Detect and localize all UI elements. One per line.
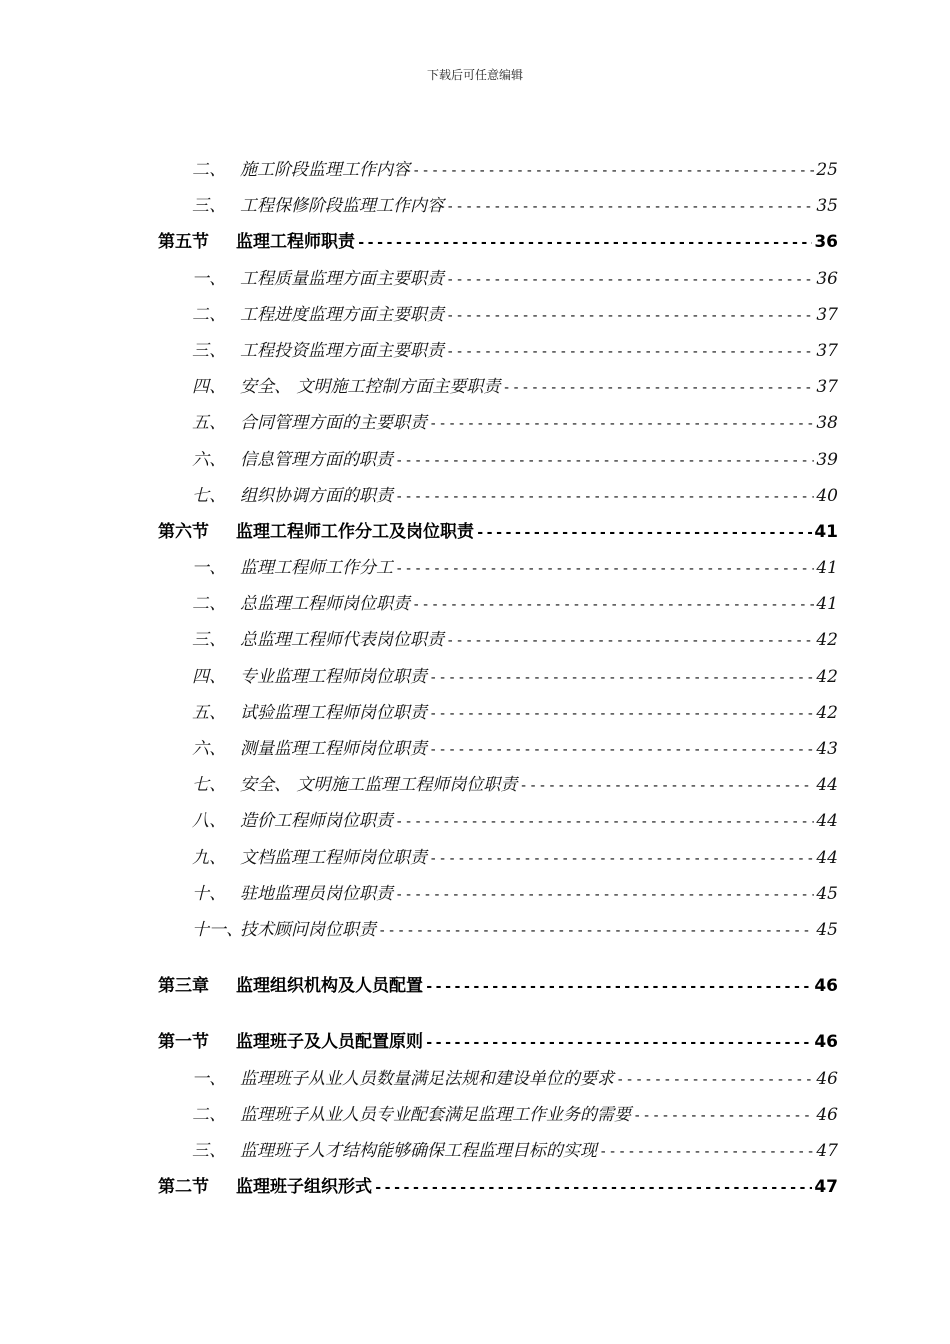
toc-entry-title: 合同管理方面的主要职责 — [240, 413, 427, 434]
toc-item-entry[interactable] — [158, 1133, 838, 1169]
toc-dash-leader — [616, 1062, 814, 1097]
toc-item-entry[interactable] — [158, 1061, 838, 1097]
toc-entry-title: 组织协调方面的职责 — [240, 485, 393, 506]
toc-dash-leader — [357, 225, 812, 260]
toc-entry-page-number: 42 — [816, 666, 838, 687]
toc-entry-number: 五、 — [192, 702, 226, 723]
toc-entry-number: 三、 — [192, 630, 226, 651]
toc-entry-title: 监理组织机构及人员配置 — [236, 976, 423, 997]
toc-dash-leader — [429, 696, 814, 731]
toc-entry-page-number: 41 — [816, 594, 838, 615]
toc-entry-number: 六、 — [192, 449, 226, 470]
toc-entry-number: 二、 — [192, 304, 226, 325]
toc-item-entry[interactable] — [158, 659, 838, 695]
toc-item-entry[interactable] — [158, 695, 838, 731]
toc-section-entry[interactable] — [158, 1024, 838, 1060]
toc-entry-number: 第六节 — [158, 521, 209, 542]
toc-entry-number: 第三章 — [158, 976, 209, 997]
toc-dash-leader — [429, 406, 814, 441]
toc-entry-page-number: 36 — [814, 232, 838, 253]
toc-item-entry[interactable] — [158, 586, 838, 622]
toc-gap — [158, 948, 838, 968]
toc-item-entry[interactable] — [158, 405, 838, 441]
toc-entry-title: 工程进度监理方面主要职责 — [240, 304, 444, 325]
toc-item-entry[interactable] — [158, 369, 838, 405]
toc-entry-number: 一、 — [192, 558, 226, 579]
toc-dash-leader — [599, 1134, 814, 1169]
toc-entry-title: 监理工程师工作分工 — [240, 558, 393, 579]
toc-entry-number: 第二节 — [158, 1177, 209, 1198]
toc-entry-page-number: 25 — [816, 160, 838, 180]
toc-dash-leader — [412, 587, 814, 622]
toc-item-entry[interactable] — [158, 550, 838, 586]
toc-item-entry[interactable] — [158, 297, 838, 333]
toc-dash-leader — [395, 804, 814, 839]
toc-entry-number: 四、 — [192, 377, 226, 398]
toc-entry-title: 造价工程师岗位职责 — [240, 811, 393, 832]
toc-entry-page-number: 44 — [816, 775, 838, 796]
toc-entry-title: 监理工程师职责 — [236, 232, 355, 253]
toc-section-entry[interactable] — [158, 1169, 838, 1205]
toc-entry-number: 四、 — [192, 666, 226, 687]
toc-dash-leader — [633, 1098, 814, 1133]
toc-entry-title: 驻地监理员岗位职责 — [240, 883, 393, 904]
toc-entry-number: 七、 — [192, 485, 226, 506]
toc-entry-title: 监理班子人才结构能够确保工程监理目标的实现 — [240, 1140, 597, 1161]
toc-entry-page-number: 36 — [816, 268, 838, 289]
toc-entry-title: 信息管理方面的职责 — [240, 449, 393, 470]
toc-gap — [158, 1004, 838, 1024]
toc-entry-number: 十一、 — [192, 919, 243, 940]
toc-dash-leader — [429, 841, 814, 876]
toc-dash-leader — [476, 515, 812, 550]
toc-item-entry[interactable] — [158, 261, 838, 297]
toc-entry-title: 监理工程师工作分工及岗位职责 — [236, 521, 474, 542]
toc-entry-page-number: 45 — [816, 919, 838, 940]
toc-item-entry[interactable] — [158, 912, 838, 948]
toc-entry-page-number: 46 — [814, 1032, 838, 1053]
toc-entry-page-number: 46 — [816, 1068, 838, 1089]
toc-entry-number: 九、 — [192, 847, 226, 868]
toc-entry-title: 监理班子从业人员数量满足法规和建设单位的要求 — [240, 1068, 614, 1089]
toc-entry-title: 测量监理工程师岗位职责 — [240, 739, 427, 759]
toc-entry-number: 六、 — [192, 739, 226, 759]
toc-item-entry[interactable] — [158, 876, 838, 912]
toc-entry-number: 七、 — [192, 775, 226, 796]
toc-dash-leader — [425, 969, 812, 1004]
toc-entry-page-number: 37 — [816, 377, 838, 398]
toc-dash-leader — [374, 1170, 812, 1205]
toc-entry-number: 一、 — [192, 1068, 226, 1089]
toc-entry-page-number: 47 — [814, 1177, 838, 1198]
toc-entry-number: 一、 — [192, 268, 226, 289]
toc-entry-number: 五、 — [192, 413, 226, 434]
toc-entry-page-number: 46 — [816, 1104, 838, 1125]
toc-item-entry[interactable] — [158, 767, 838, 803]
toc-entry-number: 三、 — [192, 1140, 226, 1161]
toc-entry-title: 总监理工程师岗位职责 — [240, 594, 410, 615]
toc-dash-leader — [446, 334, 814, 369]
toc-entry-page-number: 41 — [816, 558, 838, 579]
toc-entry-page-number: 37 — [816, 340, 838, 361]
toc-item-entry[interactable] — [158, 478, 838, 514]
toc-entry-number: 十、 — [192, 883, 226, 904]
toc-entry-title: 安全、 文明施工控制方面主要职责 — [240, 377, 501, 398]
toc-entry-title: 监理班子组织形式 — [236, 1177, 372, 1198]
toc-entry-number: 第一节 — [158, 1032, 209, 1053]
toc-entry-number: 二、 — [192, 594, 226, 615]
toc-entry-page-number: 42 — [816, 630, 838, 651]
toc-entry-page-number: 35 — [816, 196, 838, 217]
toc-entry-title: 技术顾问岗位职责 — [240, 919, 376, 940]
toc-dash-leader — [502, 370, 814, 405]
toc-dash-leader — [446, 189, 814, 224]
toc-dash-leader — [395, 551, 814, 586]
toc-dash-leader — [446, 298, 814, 333]
page-header: 下载后可任意编辑 — [426, 68, 523, 82]
toc-entry-title: 安全、 文明施工监理工程师岗位职责 — [240, 775, 518, 796]
toc-dash-leader — [519, 768, 814, 803]
toc-section-entry[interactable] — [158, 514, 838, 550]
toc-item-entry[interactable] — [158, 840, 838, 876]
toc-entry-page-number: 46 — [814, 976, 838, 997]
toc-item-entry[interactable] — [158, 333, 838, 369]
toc-item-entry[interactable] — [158, 442, 838, 478]
toc-entry-title: 工程保修阶段监理工作内容 — [240, 196, 444, 217]
table-of-contents — [158, 152, 838, 1205]
toc-item-entry[interactable] — [158, 152, 838, 188]
toc-entry-page-number: 45 — [816, 883, 838, 904]
toc-entry-number: 三、 — [192, 340, 226, 361]
toc-entry-title: 试验监理工程师岗位职责 — [240, 702, 427, 723]
toc-dash-leader — [395, 877, 814, 912]
toc-entry-page-number: 39 — [816, 449, 838, 470]
toc-entry-title: 总监理工程师代表岗位职责 — [240, 630, 444, 651]
toc-entry-page-number: 42 — [816, 702, 838, 723]
toc-item-entry[interactable] — [158, 622, 838, 658]
toc-entry-number: 二、 — [192, 160, 226, 180]
toc-entry-page-number: 44 — [816, 811, 838, 832]
toc-entry-page-number: 40 — [816, 485, 838, 506]
toc-entry-title: 文档监理工程师岗位职责 — [240, 847, 427, 868]
toc-entry-page-number: 47 — [816, 1140, 838, 1161]
toc-entry-number: 三、 — [192, 196, 226, 217]
toc-dash-leader — [395, 479, 814, 514]
toc-item-entry[interactable] — [158, 188, 838, 224]
toc-entry-page-number: 43 — [816, 739, 838, 759]
toc-dash-leader — [429, 660, 814, 695]
toc-entry-number: 第五节 — [158, 232, 209, 253]
toc-entry-page-number: 38 — [816, 413, 838, 434]
toc-entry-number: 二、 — [192, 1104, 226, 1125]
toc-section-entry[interactable] — [158, 224, 838, 260]
toc-dash-leader — [378, 913, 814, 948]
toc-entry-title: 监理班子从业人员专业配套满足监理工作业务的需要 — [240, 1104, 631, 1125]
toc-entry-page-number: 44 — [816, 847, 838, 868]
toc-entry-title: 施工阶段监理工作内容 — [240, 160, 410, 180]
toc-dash-leader — [395, 443, 814, 478]
toc-item-entry[interactable] — [158, 1097, 838, 1133]
toc-entry-title: 工程投资监理方面主要职责 — [240, 340, 444, 361]
toc-entry-number: 八、 — [192, 811, 226, 832]
toc-entry-page-number: 41 — [814, 521, 838, 542]
toc-dash-leader — [412, 153, 814, 188]
toc-entry-title: 专业监理工程师岗位职责 — [240, 666, 427, 687]
toc-item-entry[interactable] — [158, 803, 838, 839]
toc-item-entry[interactable] — [158, 731, 838, 767]
toc-dash-leader — [446, 623, 814, 658]
toc-entry-page-number: 37 — [816, 304, 838, 325]
toc-section-entry[interactable] — [158, 968, 838, 1004]
toc-entry-title: 工程质量监理方面主要职责 — [240, 268, 444, 289]
toc-dash-leader — [446, 262, 814, 297]
toc-dash-leader — [429, 732, 814, 767]
toc-dash-leader — [425, 1025, 812, 1060]
toc-entry-title: 监理班子及人员配置原则 — [236, 1032, 423, 1053]
